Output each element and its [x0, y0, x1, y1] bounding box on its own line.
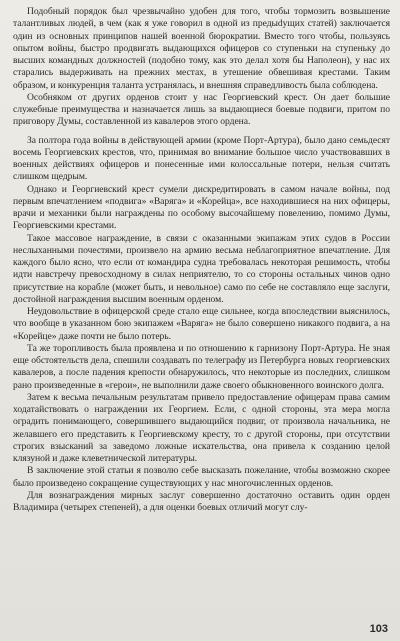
paragraph-1: Подобный порядок был чрезвычайно удобен для того, чтобы тормозить возвышение талантливых людей, в чем (как я уже говорил в одной из предыdущих статей) заключается один из основных принципов нашей военной бюрократии. Вместо того чтобы, пользуясь опытом войны, быстро продвигать выдающихся офицеров со ступеньки на ступеньку до высших командных должностей (подобно тому, как это делал хотя бы Наполеон), у нас их старались выдерживать на прежних местах, в утешение обвешивая крестами. Таким образом, и конкуренция таланта устранялась, и внешняя справедливость была соблюдена. — [13, 6, 390, 91]
paragraph-4: Однако и Георгиевский крест сумели дискредитировать в самом начале войны, под первым впечатлением «подвига» «Варяга» и «Корейца», все находившиеся на них офицеры, врачи и механики были награждены по особому высочайшему повелению, помимо Думы, Георгиевскими крестами. — [13, 183, 390, 232]
paragraph-9: В заключение этой статьи я позволю себе высказать пожелание, чтобы возможно скорее было произведено сокращение существующих у нас многочисленных орденов. — [13, 465, 390, 489]
paragraph-7: Та же торопливость была проявлена и по отношению к гарнизону Порт-Артура. Не зная еще обстоятельств дела, спешили создавать по телеграфу из Петербурга новых георгиевских кавалеров, а после падения крепости обнаружилось, что некоторые из последних, слишком рано произведенные в «герои», не выполнили даже своего обыкновенного воинского долга. — [13, 342, 390, 391]
page-number: 103 — [369, 623, 388, 635]
paragraph-8: Затем к весьма печальным результатам привело предоставление офицерам права самим ходатайствовать о награждении их Георгием. Если, с одной стороны, эта мера могла оградить понимающего, совершившего выдающийся подвиг, от произвола начальника, не желавшего его представить к Георгиевскому кресту, то с другой стороны, при отсутствии строгих взысканий за заведомо ложные искательства, она привела к созданию целой клязуной и даже клеветнической литературы. — [13, 391, 390, 464]
paragraph-3: За полтора года войны в действующей армии (кроме Порт-Артура), было дано семьдесят восемь Георгиевских крестов, что, принимая во внимание большое число участвовавших в военных действиях офицеров и понесенные ими колоссальные потери, нельзя считать слишком щедрым. — [13, 134, 390, 183]
paragraph-2: Особняком от других орденов стоит у нас Георгиевский крест. Он дает большие служебные преимущества и назначается лишь за выдающиеся боевые подвиги, притом по приговору Думы, составленной из кавалеров этого ордена. — [13, 91, 390, 128]
paragraph-5: Такое массовое награждение, в связи с оказанными экипажам этих судов в России неслыханными почестями, произвело на армию весьма неблагоприятное впечатление. Для каждого было ясно, что если от командира судна требовалась некоторая решимость, чтобы идти навстречу превосходному в силах неприятелю, то со стороны остальных чинов одно присутствие на корабле (может быть, и невольное) само по себе не составляло еще заслуги, достойной награждения высшим военным орденом. — [13, 232, 390, 305]
paragraph-6: Неудовольствие в офицерской среде стало еще сильнее, когда впоследствии выяснилось, что вообще в указанном бою экипажем «Варяга» не было совершено никакого подвига, а на «Корейце» даже почти не было потерь. — [13, 306, 390, 342]
page-text-body — [13, 6, 390, 620]
paragraph-10: Для вознаграждения мирных заслуг совершенно достаточно оставить один орден Владимира (четырех степеней), а для оценки боевых отличий могут слу- — [13, 489, 390, 513]
